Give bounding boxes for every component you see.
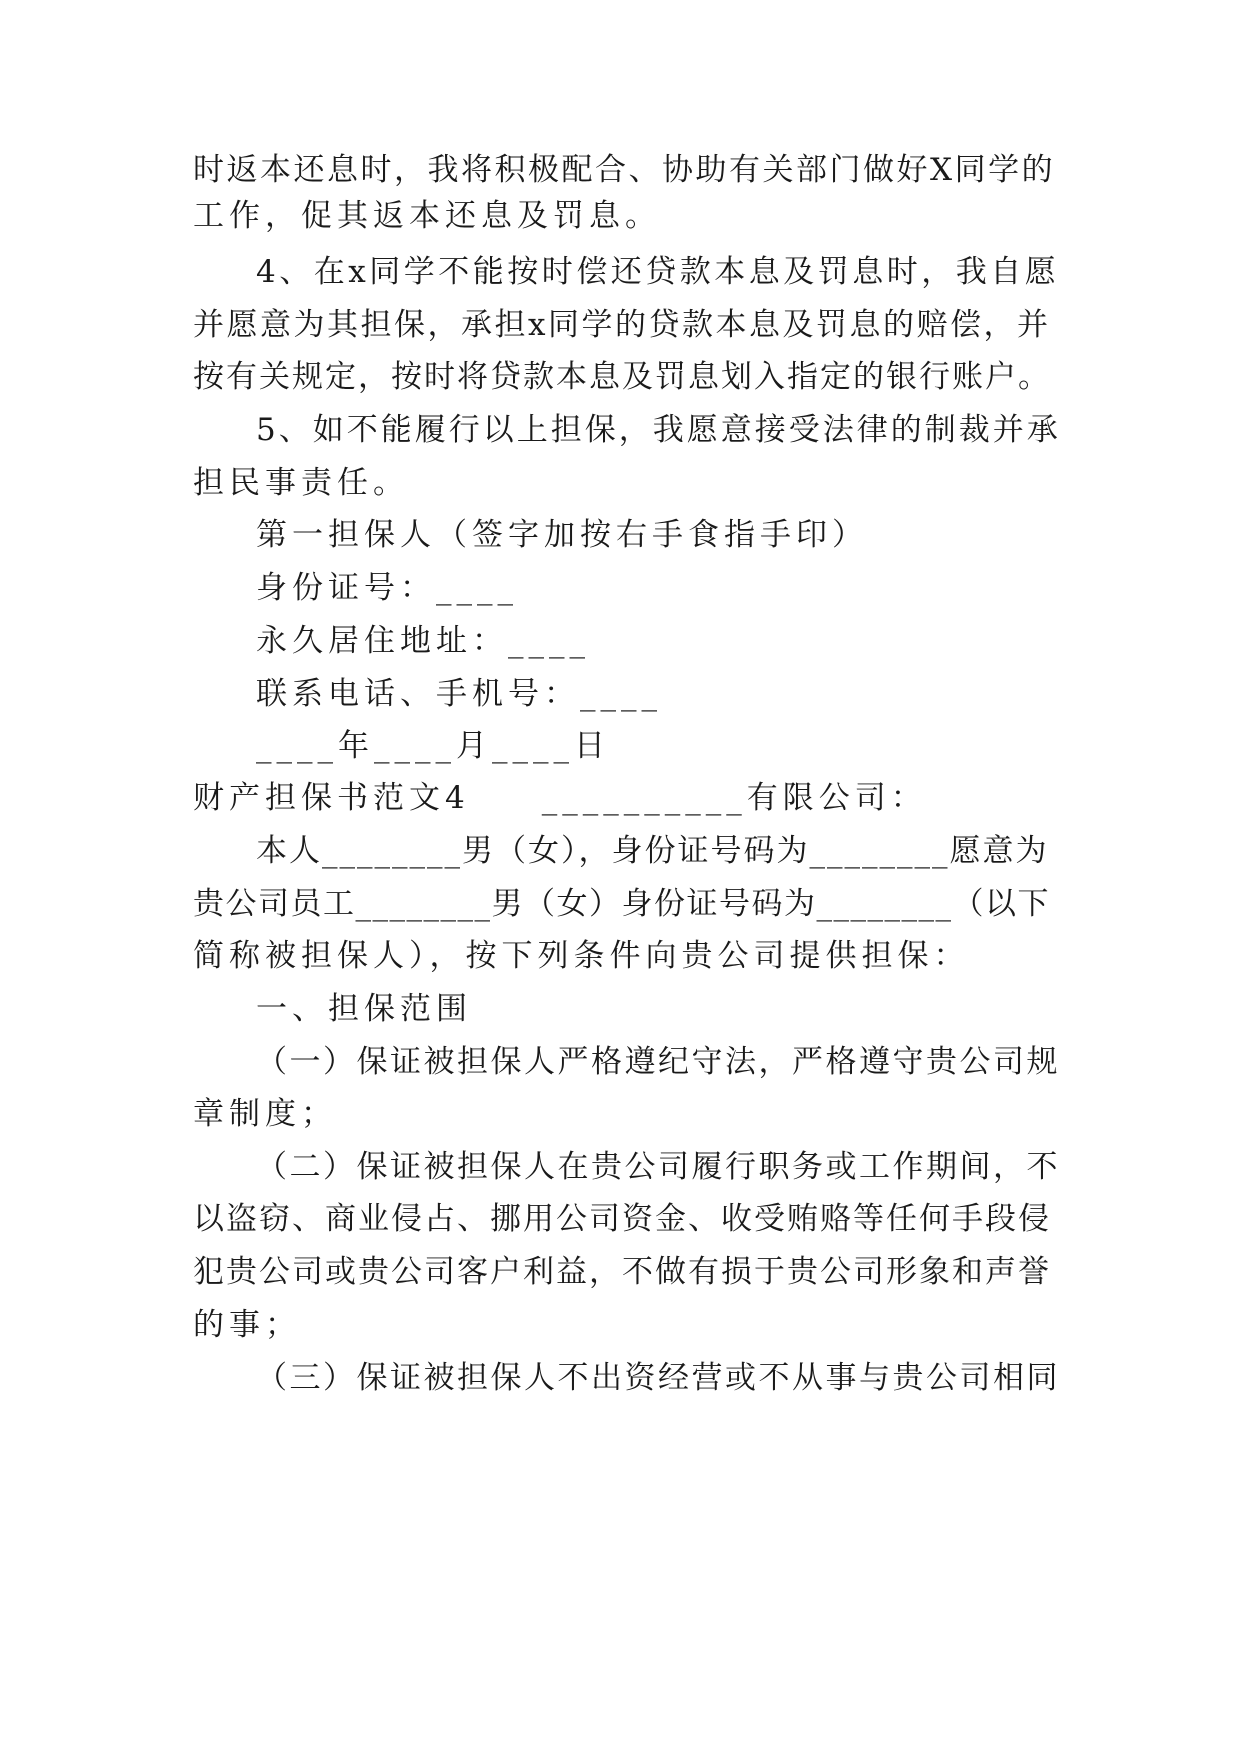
text-line: （三）保证被担保人不出资经营或不从事与贵公司相同	[256, 1360, 1060, 1396]
text-line: 按有关规定，按时将贷款本息及罚息划入指定的银行账户。	[193, 359, 1051, 395]
text-line: 担民事责任。	[193, 465, 409, 501]
text-line: 简称被担保人），按下列条件向贵公司提供担保：	[193, 938, 970, 974]
text-line: 永久居住地址：____	[256, 623, 590, 659]
text-line: 章制度；	[193, 1096, 337, 1132]
text-line: 时返本还息时，我将积极配合、协助有关部门做好X同学的	[193, 152, 1056, 188]
text-line: （一）保证被担保人严格遵纪守法，严格遵守贵公司规	[256, 1044, 1060, 1080]
text-line: 一、担保范围	[256, 991, 472, 1027]
text-line: 并愿意为其担保，承担x同学的贷款本息及罚息的赔偿，并	[193, 307, 1051, 343]
text-line: 的事；	[193, 1307, 301, 1343]
text-line: 以盗窃、商业侵占、挪用公司资金、收受贿赂等任何手段侵	[193, 1201, 1051, 1237]
text-line: （二）保证被担保人在贵公司履行职务或工作期间，不	[256, 1149, 1060, 1185]
text-line: 联系电话、手机号：____	[256, 676, 662, 712]
text-line: 本人________男（女），身份证号码为________愿意为	[256, 833, 1049, 869]
text-line: 5、如不能履行以上担保，我愿意接受法律的制裁并承	[256, 412, 1061, 448]
text-line: 4、在x同学不能按时偿还贷款本息及罚息时，我自愿	[256, 254, 1060, 290]
text-line: 身份证号：____	[256, 570, 518, 606]
text-line: 第一担保人（签字加按右手食指手印）	[256, 517, 868, 553]
text-line: 犯贵公司或贵公司客户利益，不做有损于贵公司形象和声誉	[193, 1254, 1051, 1290]
text-line: 财产担保书范文4 __________有限公司：	[193, 780, 927, 816]
text-line: 工作，促其返本还息及罚息。	[193, 198, 661, 234]
text-line: ____年____月____日	[256, 728, 610, 764]
text-line: 贵公司员工________男（女）身份证号码为________（以下	[193, 886, 1050, 922]
